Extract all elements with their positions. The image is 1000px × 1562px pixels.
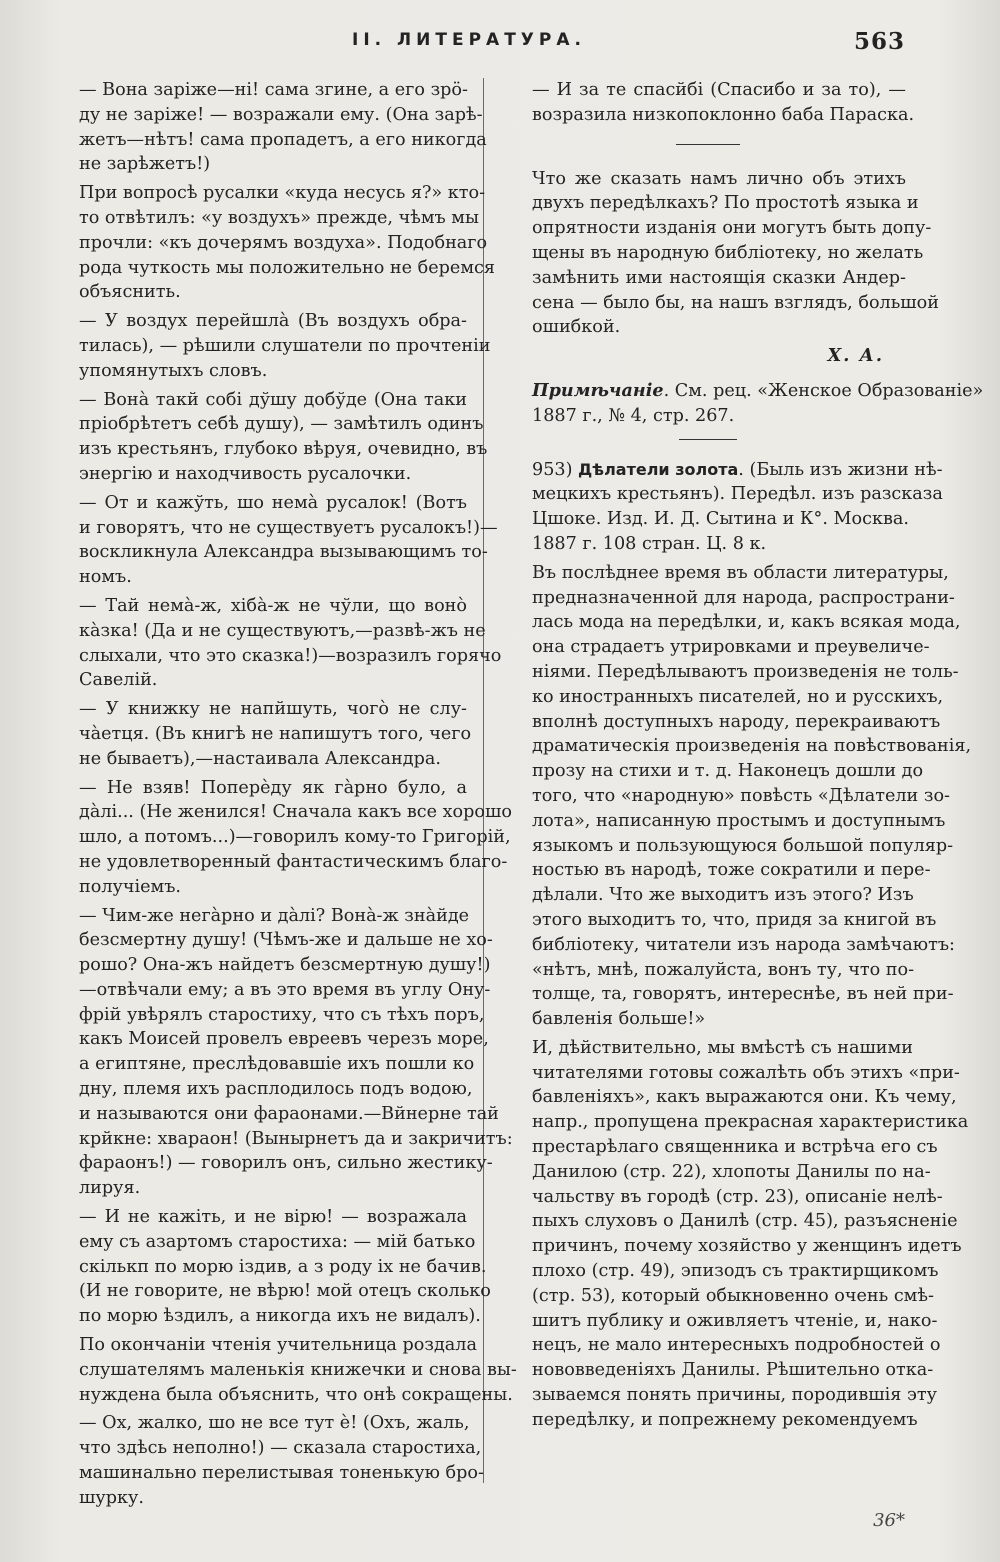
text-line: ко иностранныхъ писателей, но и русскихъ, [532, 686, 944, 707]
text-line: лируя. [79, 1178, 141, 1199]
text-line: лота», написанную простымъ и доступнымъ [532, 810, 946, 831]
review-paragraph [510, 1036, 969, 1433]
text-line: нововведеніяхъ Данилы. Рѣшительно отка- [532, 1360, 934, 1381]
paragraph [57, 1333, 517, 1407]
text-line: причинъ, почему хозяйство у женщинъ идетъ [532, 1236, 962, 1257]
text-line: вполнѣ доступныхъ народу, перекраиваютъ [532, 711, 941, 732]
review-signature: Х. А. [827, 345, 884, 367]
paragraph [57, 181, 495, 305]
text-line: бавленіяхъ», какъ выражаются они. Къ чему, [532, 1087, 957, 1108]
text-line: ду не заріже! — возражали ему. (Она зарѣ- [79, 104, 483, 125]
text-line: И, дѣйствительно, мы вмѣстѣ съ нашими [532, 1037, 913, 1058]
text-line: машинально перелистывая тоненькую бро- [79, 1463, 484, 1484]
text-line: — Вона заріже—ні! сама згине, а его зрö- [79, 80, 468, 100]
paragraph [57, 776, 512, 900]
text-line: дàлі... (Не женился! Сначала какъ все хорошо [79, 802, 512, 823]
text-line: то отвѣтилъ: «у воздухъ» прежде, чѣмъ мы [79, 207, 479, 228]
text-line: чальству въ городѣ (стр. 23), описаніе нелѣ- [532, 1186, 943, 1207]
text-line: фараонъ!) — говорилъ онъ, сильно жестику- [79, 1153, 493, 1174]
text-line: (И не говорите, не вѣрю! мой отецъ сколько [79, 1281, 491, 1302]
text-line: пріобрѣтетъ себѣ душу), — замѣтилъ одинъ [79, 414, 484, 435]
text-line: возразила низкопоклонно баба Параска. [532, 104, 915, 125]
page-number: 563 [853, 28, 905, 55]
text-line: языкомъ и пользующуюся большой популяр- [532, 835, 954, 856]
paragraph [57, 491, 498, 590]
text-line: этого выходитъ то, что, придя за книгой въ [532, 909, 937, 930]
text-line: пыхъ слуховъ о Данилѣ (стр. 45), разъясненіе [532, 1211, 958, 1232]
paragraph [57, 78, 487, 177]
text-line: — У воздух перейшлà (Въ воздухъ обра- [79, 311, 467, 332]
text-line: ніями. Передѣлываютъ произведенія не толь- [532, 661, 959, 682]
closing-paragraph [510, 167, 939, 341]
text-line: —отвѣчали ему; а въ это время въ углу Ону- [79, 979, 491, 1000]
section-rule [676, 144, 740, 145]
paragraph [57, 904, 513, 1202]
text-line: дѣлали. Что же выходитъ изъ этого? Изъ [532, 885, 914, 906]
text-line: фрій увѣрялъ старостиху, что съ тѣхъ поръ, [79, 1004, 485, 1025]
entry-rule [679, 439, 737, 440]
text-line: опрятности изданія они могутъ быть допу- [532, 218, 932, 239]
text-line: и называются они фараонами.—Вйнерне тай [79, 1103, 499, 1124]
text-line: крйкне: хвараон! (Вынырнетъ да и закричитъ: [79, 1128, 513, 1149]
text-line: рода чуткость мы положительно не беремся [79, 257, 495, 278]
text-line: безсмертну душу! (Чѣмъ-же и дальше не хо- [79, 930, 493, 951]
text-line: прочли: «къ дочерямъ воздуха». Подобнаго [79, 232, 488, 253]
text-line: упомянутыхъ словъ. [79, 360, 268, 381]
text-line: толще, та, говорятъ, интереснѣе, въ ней при- [532, 984, 954, 1005]
page-header [60, 28, 905, 62]
reply-paragraph [510, 78, 915, 128]
text-line: Данилою (стр. 22), хлопоты Данилы по на- [532, 1161, 931, 1182]
text-line: не удовлетворенный фантастическимъ благо- [79, 851, 508, 872]
text-line: жетъ—нѣтъ! сама пропадетъ, а его никогда [79, 129, 487, 150]
text-line: «нѣтъ, мнѣ, пожалуйста, вонъ ту, что по- [532, 959, 915, 980]
text-line: драматическія произведенія на повѣствованія, [532, 736, 972, 757]
text-line: Что же сказать намъ лично объ этихъ [532, 168, 906, 189]
review-paragraph [510, 561, 972, 1032]
text-line: дну, племя ихъ расплодилось подъ водою, [79, 1079, 473, 1100]
text-line: ошибкой. [532, 317, 621, 338]
text-line: воскликнула Александра вызывающимъ то- [79, 542, 488, 563]
right-column [510, 78, 984, 1437]
text-line: передѣлку, и попрежнему рекомендуемъ [532, 1409, 918, 1430]
text-line: — У книжку не напйшуть, чогò не слу- [79, 699, 467, 720]
text-line: скількп по морю іздив, а з роду іх не бачив. [79, 1256, 487, 1277]
left-column [57, 78, 517, 1515]
text-line: а египтяне, преслѣдовавшіе ихъ пошли ко [79, 1054, 475, 1075]
text-line: — И не кажіть, и не вірю! — возражала [79, 1207, 467, 1228]
text-line: напр., пропущена прекрасная характеристика [532, 1112, 969, 1133]
text-line: библіотеку, читатели изъ народа замѣчаютъ: [532, 934, 955, 955]
text-line: — От и кажўть, шо немà русалок! (Вотъ [79, 492, 467, 513]
text-line: не зарѣжетъ!) [79, 154, 211, 175]
note-label: Примѣчаніе [532, 379, 664, 401]
text-line: — Не взяв! Поперѐду як гàрно було, а [79, 777, 467, 798]
paragraph [57, 697, 472, 771]
text-line: предназначенной для народа, распространи- [532, 587, 955, 608]
text-line: объяснить. [79, 282, 181, 303]
text-line: получіемъ. [79, 876, 181, 897]
text-line: — Вонà такй собі дўшу добўде (Она таки [79, 389, 467, 410]
text-line: какъ Моисей провелъ евреевъ черезъ море, [79, 1029, 489, 1050]
text-line: бавленія больше!» [532, 1009, 706, 1030]
text-line: слыхали, что это сказка!)—возразилъ горячо [79, 645, 502, 666]
text-line: лась мода на передѣлки, и, какъ всякая мода, [532, 612, 961, 633]
entry-number: 953) [532, 459, 573, 480]
text-line: энергію и находчивость русалочки. [79, 463, 412, 484]
text-line: ностью въ народѣ, тоже сократили и пере- [532, 860, 931, 881]
paragraph [57, 309, 491, 383]
text-line: сена — было бы, на нашъ взглядъ, большой [532, 292, 939, 313]
text-line: по морю ѣздилъ, а никогда ихъ не видалъ). [79, 1306, 481, 1327]
text-line: она страдаетъ утрировками и преувеличе- [532, 637, 930, 658]
text-line: рошо? Она-жъ найдетъ безсмертную душу!) [79, 955, 491, 976]
entry-heading: 953) Дѣлатели золота. (Быль изъ жизни нѣ- мецкихъ крестьянъ). Передѣл. изъ разсказа Цшоке. Изд. И. Д. Сытина и К°. Москва. 1887 г. 108 стран. Ц. 8 к. [532, 459, 943, 554]
text-line: изъ крестьянъ, глубоко вѣруя, очевидно, въ [79, 439, 488, 460]
text-line: — Ох, жалко, шо не все тут è! (Охъ, жаль, [79, 1413, 470, 1434]
paragraph [57, 1411, 484, 1510]
text-line: не бываетъ),—настаивала Александра. [79, 748, 441, 769]
text-line: шло, а потомъ...)—говорилъ кому-то Григорій, [79, 827, 511, 848]
text-line: По окончаніи чтенія учительница роздала [79, 1335, 477, 1356]
entry-title: Дѣлатели золота [578, 459, 739, 479]
text-line: нецъ, не мало интересныхъ подробностей о [532, 1335, 941, 1356]
text-line: шурку. [79, 1487, 144, 1508]
text-line: — Тай немà-ж, хібà-ж не чўли, що вонò [79, 595, 467, 616]
text-line: тилась), — рѣшили слушатели по прочтеніи [79, 335, 491, 356]
text-line: чàетця. (Въ книгѣ не напишутъ того, чего [79, 723, 472, 744]
text-line: номъ. [79, 567, 132, 588]
text-line: замѣнить ими настоящія сказки Андер- [532, 267, 906, 288]
text-line: При вопросѣ русалки «куда несусь я?» кто- [79, 183, 486, 204]
text-line: и говорятъ, что не существуетъ русалокъ!)— [79, 517, 498, 538]
text-line: щены въ народную библіотеку, но желать [532, 242, 924, 263]
text-line: двухъ передѣлкахъ? По простотѣ языка и [532, 193, 919, 214]
text-line: нуждена была объяснить, что онѣ сокращены. [79, 1384, 513, 1405]
text-line: — Чим-же негàрно и дàлі? Вонà-ж знàйде [79, 905, 470, 926]
paragraph [57, 388, 488, 487]
text-line: плохо (стр. 49), эпизодъ съ трактирщикомъ [532, 1261, 939, 1282]
text-line: престарѣлаго священника и встрѣча его съ [532, 1137, 938, 1158]
paragraph [57, 594, 502, 693]
text-line: слушателямъ маленькія книжечки и снова вы- [79, 1359, 517, 1380]
section-title: II. ЛИТЕРАТУРА. [352, 30, 586, 50]
paragraph [57, 1205, 491, 1329]
text-line: (стр. 53), который обыкновенно очень смѣ- [532, 1285, 934, 1306]
text-line: Въ послѣднее время въ области литературы, [532, 562, 949, 583]
signature-mark: 36* [873, 1510, 905, 1531]
text-line: Савелій. [79, 670, 158, 691]
text-line: читателями готовы сожалѣть объ этихъ «при- [532, 1062, 960, 1083]
text-line: что здѣсь неполно!) — сказала старостиха, [79, 1438, 482, 1459]
text-line: кàзка! (Да и не существуютъ,—развѣ-жъ не [79, 620, 486, 641]
text-line: того, что «народную» повѣсть «Дѣлатели зо- [532, 785, 950, 806]
text-line: зываемся понять причины, породившія эту [532, 1385, 937, 1406]
text-line: прозу на стихи и т. д. Наконецъ дошли до [532, 761, 924, 782]
note-paragraph: Примѣчаніе. См. рец. «Женское Образованіе» 1887 г., № 4, стр. 267. [532, 379, 984, 426]
text-line: ему съ азартомъ старостиха: — мій батько [79, 1231, 476, 1252]
text-line: — И за те спасйбі (Спасибо и за то), — [532, 80, 906, 100]
text-line: шитъ публику и оживляетъ чтеніе, и, нако- [532, 1310, 938, 1331]
